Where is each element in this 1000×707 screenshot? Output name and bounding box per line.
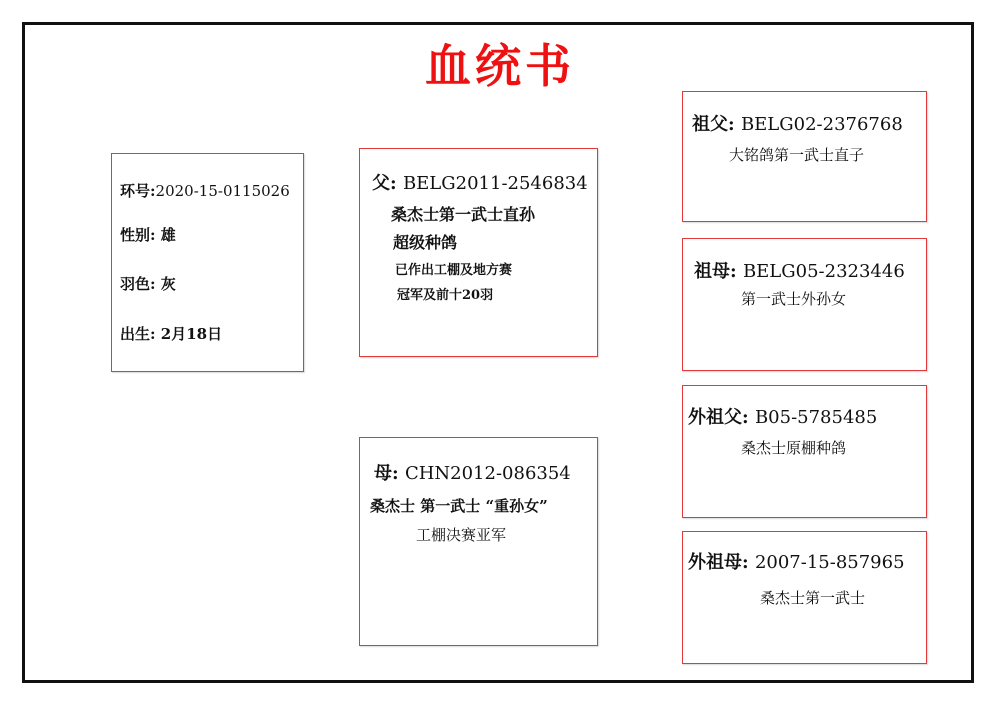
maternal-grandmother-desc: 桑杰士第一武士 [760,589,866,607]
mother-box [359,437,598,646]
maternal-grandfather-desc: 桑杰士原棚种鸽 [741,439,847,457]
mother-ring: CHN2012-086354 [404,463,571,484]
father-desc-line: 桑杰士第一武士直孙 [391,205,536,224]
mother-desc-line: 工棚决赛亚军 [416,526,507,544]
birth-value: 2月18日 [160,325,223,343]
father-box [359,148,598,357]
maternal-grandmother-ring: 2007-15-857965 [754,552,905,573]
sex-value: 雄 [160,226,176,244]
mother-heading [374,459,571,485]
paternal-grandfather-heading [692,110,903,136]
paternal-grandmother-ring: BELG05-2323446 [742,261,905,282]
father-ring: BELG2011-2546834 [402,173,588,194]
maternal-grandmother-box [682,531,927,664]
ring-number-value: 2020-15-0115026 [155,182,290,200]
birth-label: 出生: [120,325,156,343]
feather-color-value: 灰 [160,275,176,293]
father-desc-line: 已作出工棚及地方赛 [395,263,513,278]
maternal-grandmother-label: 外祖母: [688,552,749,573]
paternal-grandmother-heading [694,257,905,283]
maternal-grandmother-heading [688,548,905,574]
father-heading [372,169,588,195]
feather-color-label: 羽色: [120,275,156,293]
ring-number-row [120,180,290,201]
paternal-grandmother-box [682,238,927,371]
sex-row [120,224,176,245]
father-desc-line: 超级种鸽 [393,233,458,252]
pigeon-info-box [111,153,304,372]
sex-label: 性别: [120,226,156,244]
ring-number-label: 环号: [120,182,156,200]
maternal-grandfather-heading [688,403,877,429]
father-label: 父: [372,173,397,194]
maternal-grandfather-box [682,385,927,518]
mother-desc-line: 桑杰士 第一武士 “重孙女” [370,497,548,515]
maternal-grandfather-ring: B05-5785485 [754,407,878,428]
paternal-grandfather-box [682,91,927,222]
paternal-grandfather-ring: BELG02-2376768 [740,114,903,135]
maternal-grandfather-label: 外祖父: [688,407,749,428]
paternal-grandfather-label: 祖父: [692,114,735,135]
paternal-grandmother-desc: 第一武士外孙女 [741,290,847,308]
page-title: 血统书 [425,39,575,93]
mother-label: 母: [374,463,399,484]
paternal-grandmother-label: 祖母: [694,261,737,282]
feather-color-row [120,273,176,294]
birth-row [120,323,222,344]
paternal-grandfather-desc: 大铭鸽第一武士直子 [729,146,865,164]
father-desc-line: 冠军及前十20羽 [397,288,494,303]
